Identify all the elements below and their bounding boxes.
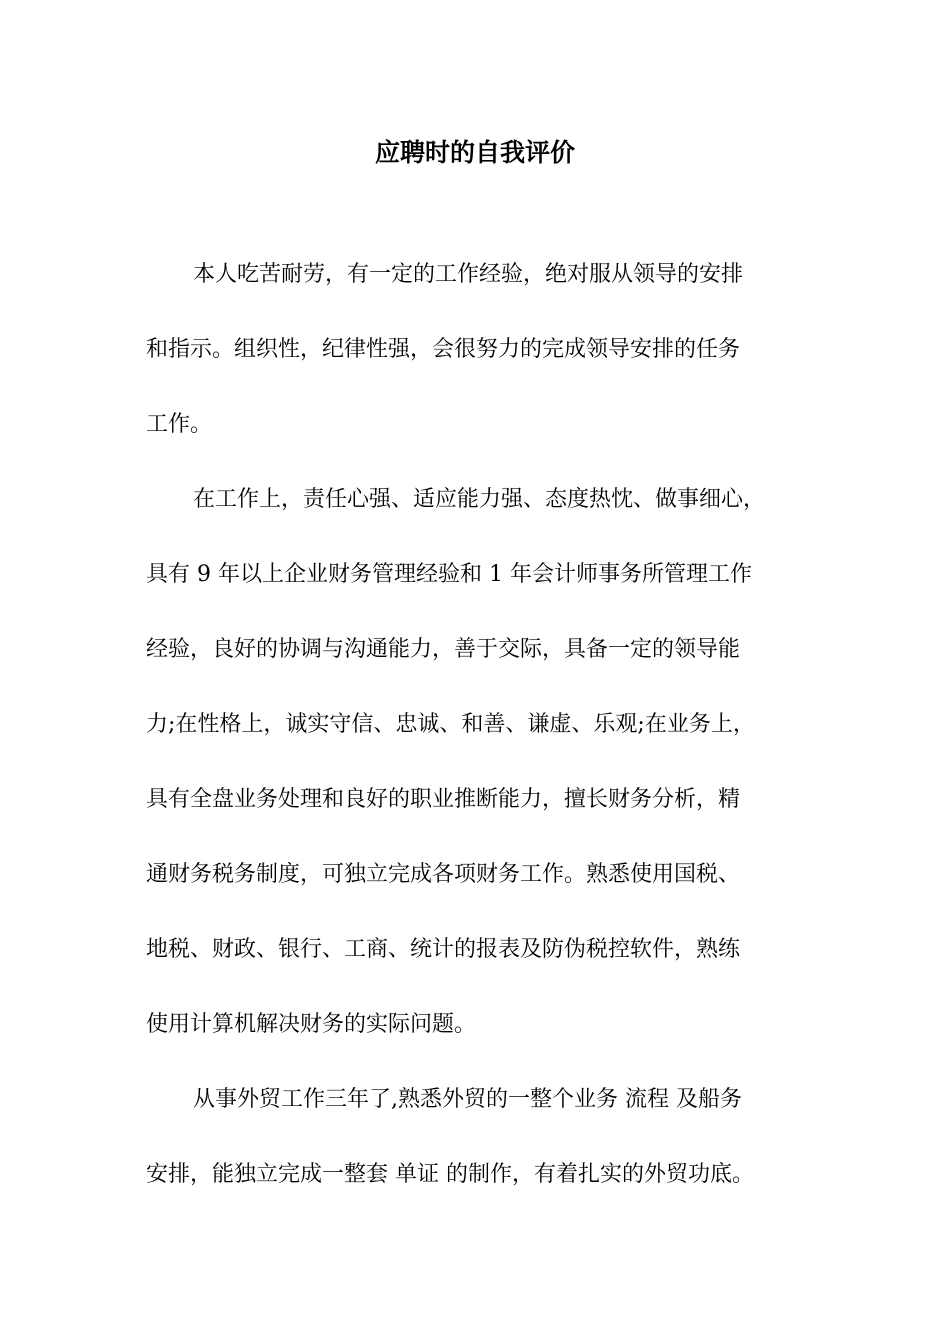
paragraph-2-line-5: 具有全盘业务处理和良好的职业推断能力，擅长财务分析，精 xyxy=(146,787,741,812)
paragraph-1-line-3: 工作。 xyxy=(146,412,213,437)
paragraph-2-line-2: 具有 9 年以上企业财务管理经验和 1 年会计师事务所管理工作 xyxy=(146,562,752,587)
paragraph-1-line-2: 和指示。组织性，纪律性强，会很努力的完成领导安排的任务 xyxy=(146,337,741,362)
paragraph-2-line-8: 使用计算机解决财务的实际问题。 xyxy=(146,1012,477,1037)
paragraph-3-line-1: 从事外贸工作三年了,熟悉外贸的一整个业务 流程 及船务 xyxy=(193,1087,742,1112)
paragraph-2-line-7: 地税、财政、银行、工商、统计的报表及防伪税控软件，熟练 xyxy=(146,937,741,962)
paragraph-2-line-1: 在工作上，责任心强、适应能力强、态度热忱、做事细心， xyxy=(193,487,766,512)
paragraph-3-line-2: 安排，能独立完成一整套 单证 的制作，有着扎实的外贸功底。 xyxy=(146,1162,754,1187)
paragraph-2-line-4: 力;在性格上，诚实守信、忠诚、和善、谦虚、乐观;在业务上， xyxy=(146,712,755,737)
paragraph-1-line-1: 本人吃苦耐劳，有一定的工作经验，绝对服从领导的安排 xyxy=(193,262,744,287)
document-title: 应聘时的自我评价 xyxy=(374,138,575,167)
paragraph-2-line-6: 通财务税务制度，可独立完成各项财务工作。熟悉使用国税、 xyxy=(146,862,741,887)
paragraph-2-line-3: 经验，良好的协调与沟通能力，善于交际，具备一定的领导能 xyxy=(146,637,741,662)
